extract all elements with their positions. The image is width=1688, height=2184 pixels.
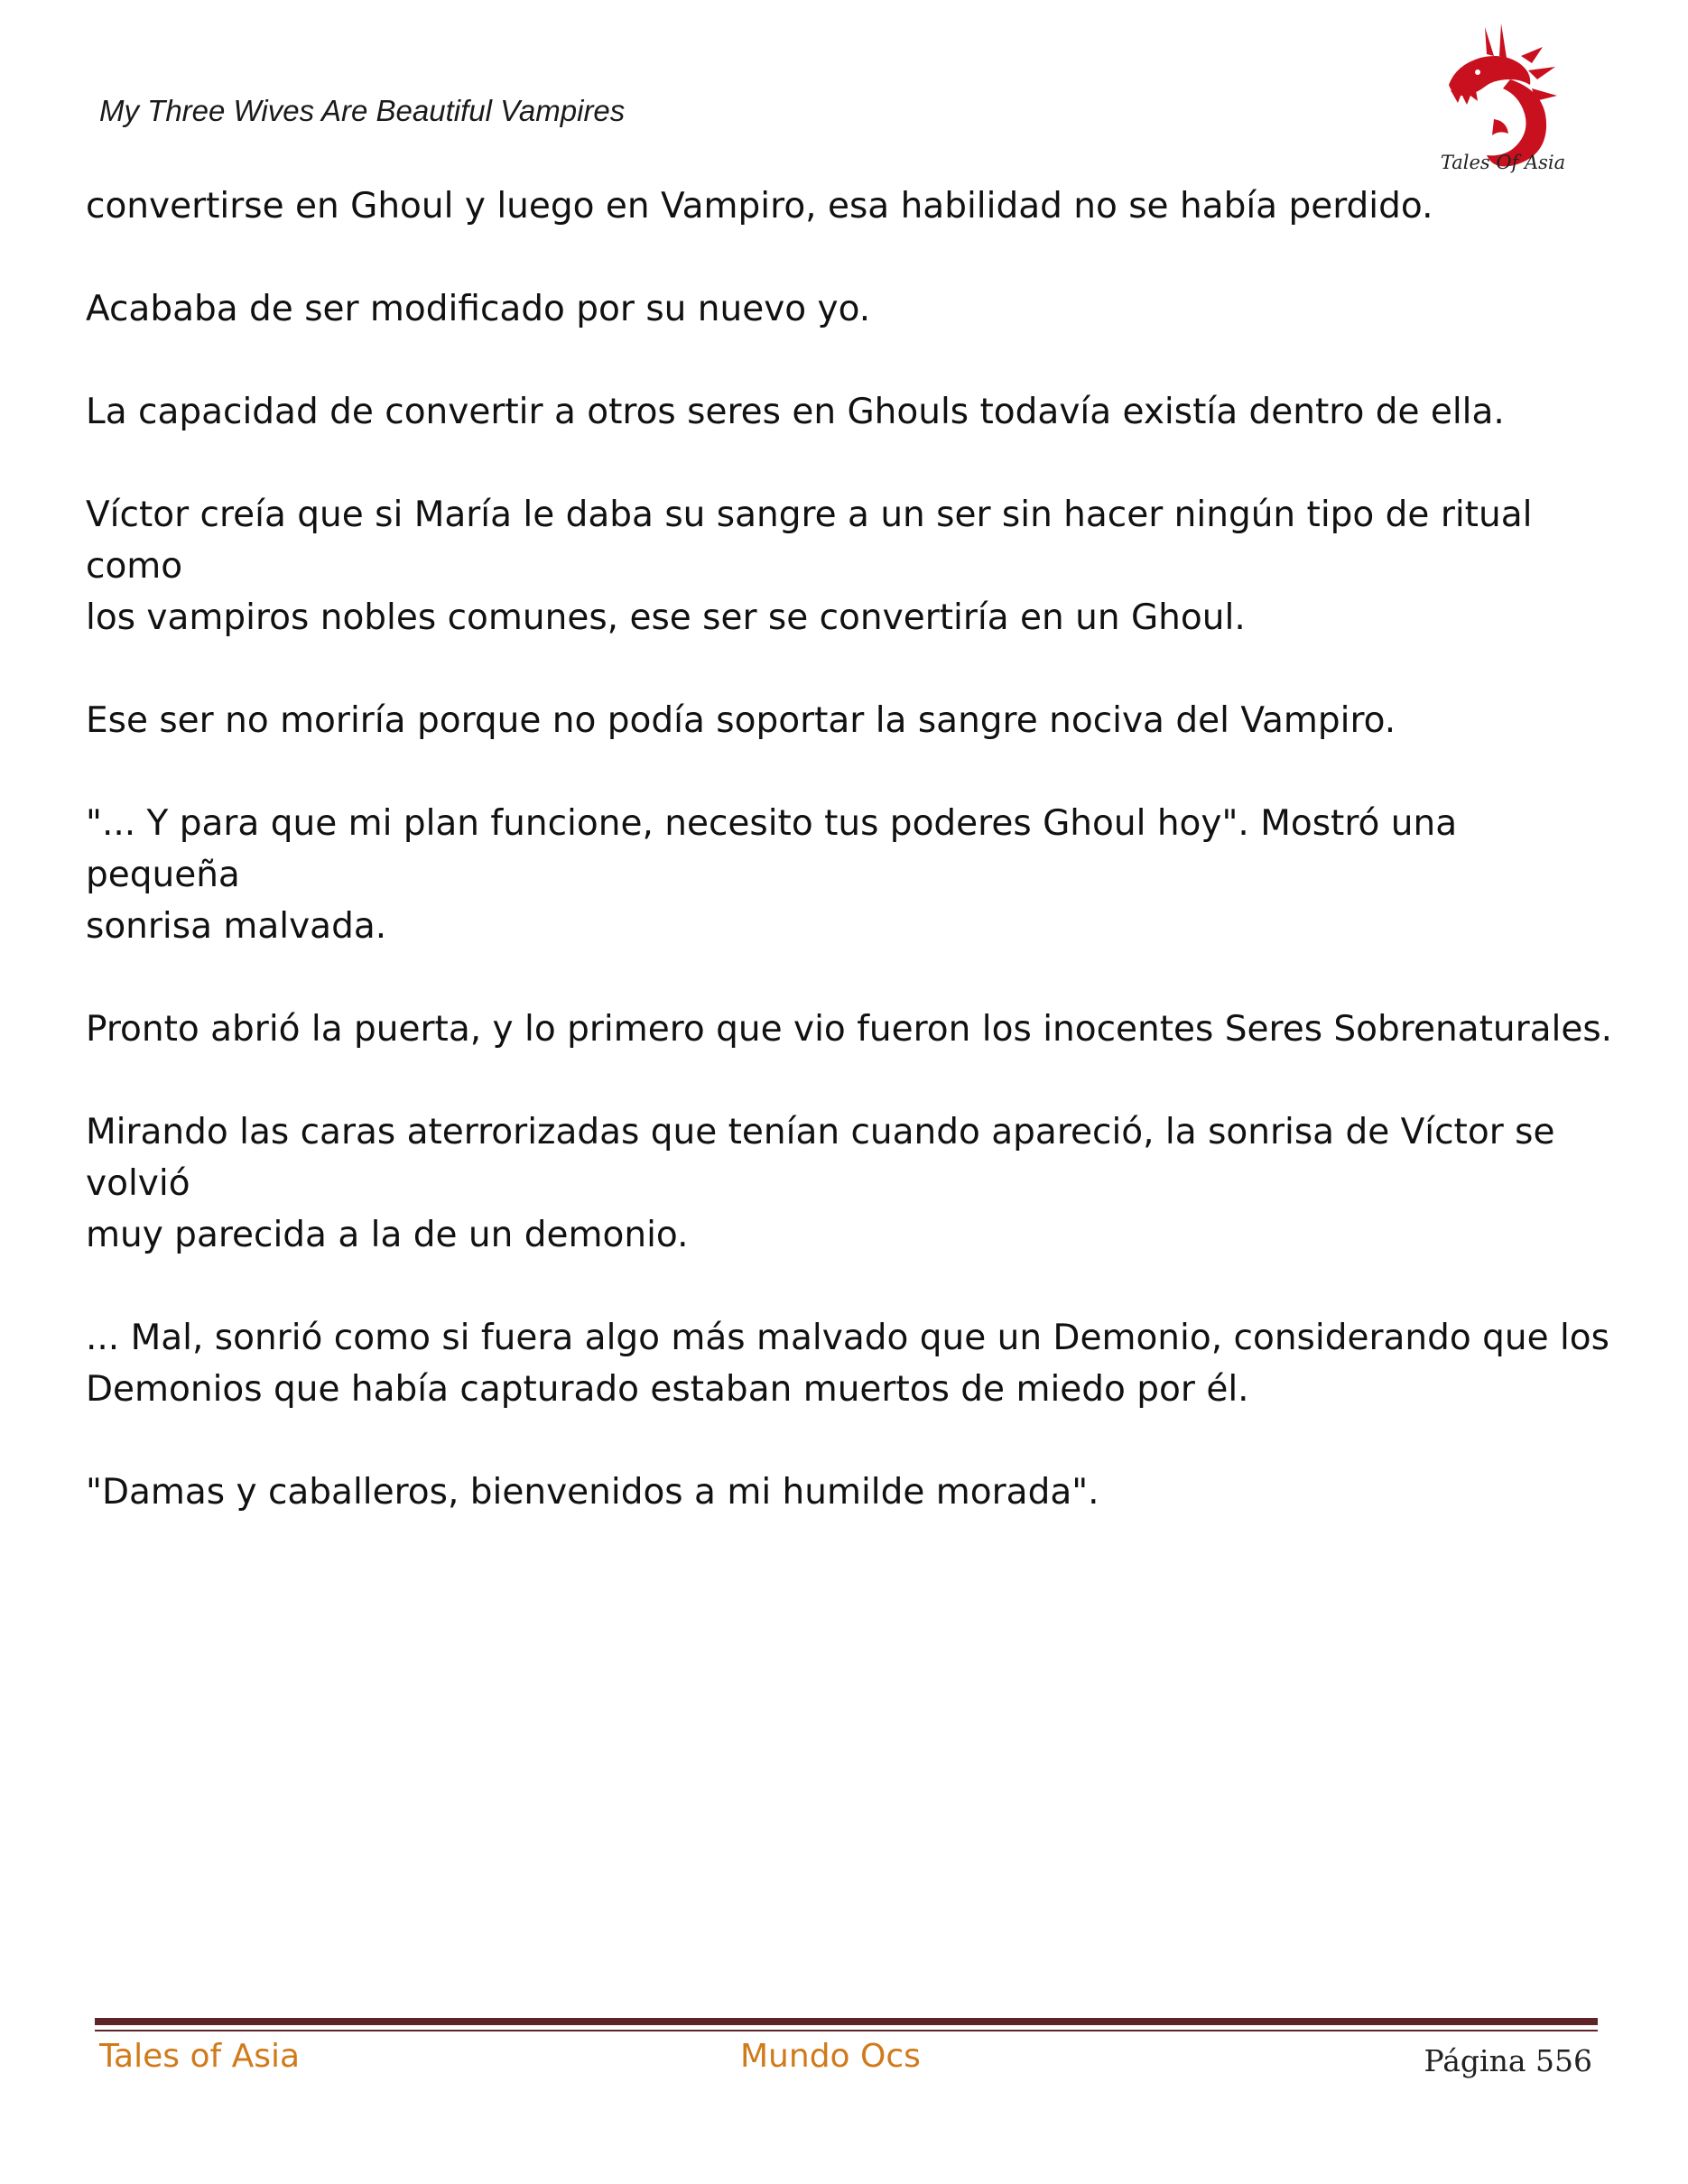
paragraph: La capacidad de convertir a otros seres en Ghouls todavía existía dentro de ella. xyxy=(86,392,1505,432)
page-number: Página 556 xyxy=(1424,2043,1592,2078)
paragraph: ... Mal, sonrió como si fuera algo más malvado que un Demonio, considerando que los Demonios que había capturado estaban muertos de miedo por él. xyxy=(86,1318,1609,1410)
footer-divider-thin xyxy=(95,2030,1598,2031)
paragraph: Víctor creía que si María le daba su sangre a un ser sin hacer ningún tipo de ritual como los vampiros nobles comunes, ese ser se convertiría en un Ghoul. xyxy=(86,495,1533,638)
paragraph: "... Y para que mi plan funcione, necesito tus poderes Ghoul hoy". Mostró una pequeña sonrisa malvada. xyxy=(86,803,1458,947)
footer-divider xyxy=(95,2018,1598,2025)
chapter-text xyxy=(86,180,1620,1569)
footer-translator: Mundo Ocs xyxy=(740,2038,921,2075)
paragraph: Mirando las caras aterrorizadas que tenían cuando apareció, la sonrisa de Víctor se volvió muy parecida a la de un demonio. xyxy=(86,1112,1555,1255)
footer-publisher: Tales of Asia xyxy=(99,2038,301,2075)
book-title: My Three Wives Are Beautiful Vampires xyxy=(99,94,626,127)
paragraph: convertirse en Ghoul y luego en Vampiro, esa habilidad no se había perdido. xyxy=(86,186,1433,227)
paragraph: "Damas y caballeros, bienvenidos a mi humilde morada". xyxy=(86,1472,1099,1513)
paragraph: Acababa de ser modificado por su nuevo yo. xyxy=(86,289,871,329)
paragraph: Pronto abrió la puerta, y lo primero que vio fueron los inocentes Seres Sobrenaturales. xyxy=(86,1009,1613,1050)
logo-wordmark: Tales Of Asia xyxy=(1440,152,1566,173)
paragraph: Ese ser no moriría porque no podía soportar la sangre nociva del Vampiro. xyxy=(86,700,1396,741)
